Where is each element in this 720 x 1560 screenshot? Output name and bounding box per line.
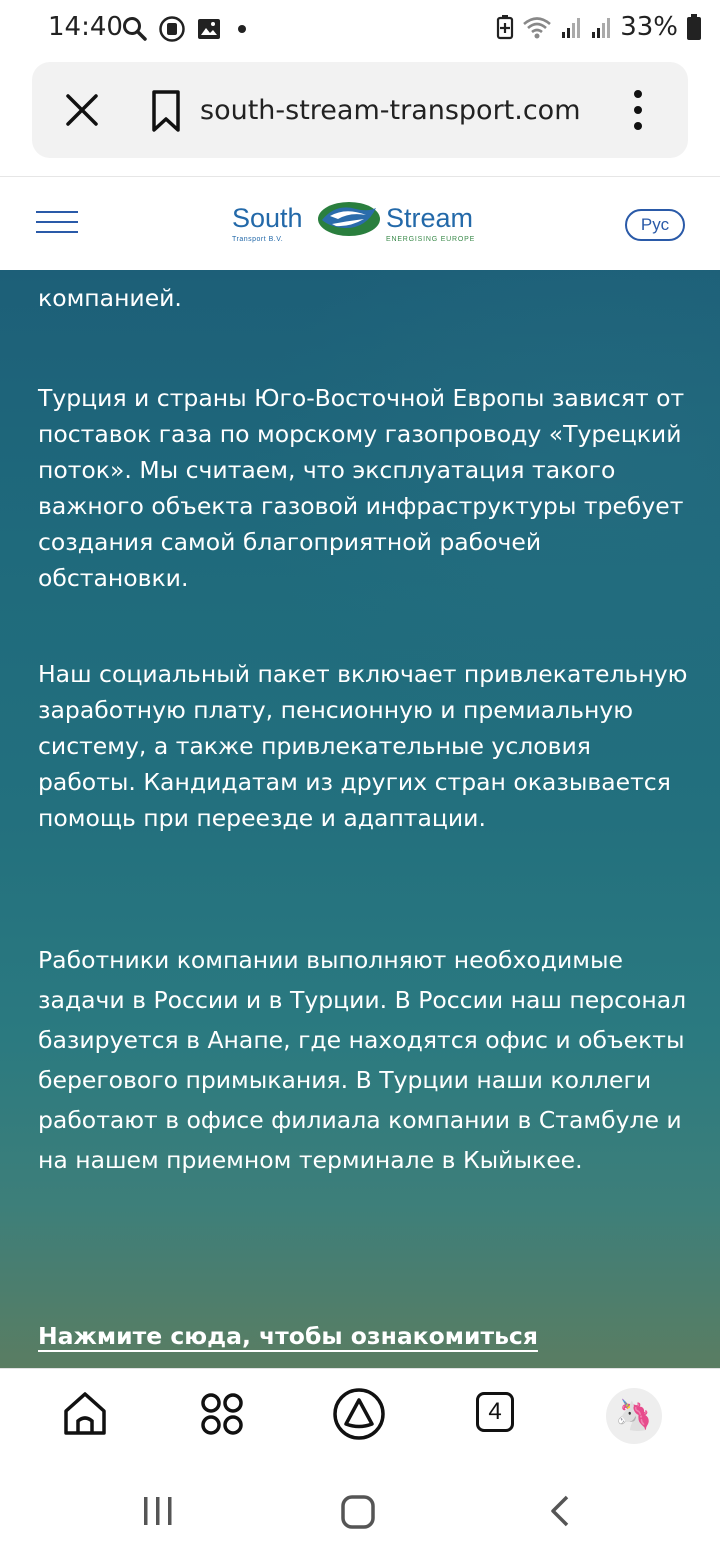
wifi-icon bbox=[522, 14, 552, 40]
battery-saver-icon bbox=[496, 14, 514, 40]
signal-icon bbox=[590, 14, 612, 40]
site-logo[interactable] bbox=[230, 199, 492, 249]
browser-toolbar bbox=[0, 1368, 720, 1467]
logo-subtitle-right: ENERGISING EUROPE bbox=[386, 236, 476, 243]
status-left-icons bbox=[122, 14, 252, 44]
address-bar[interactable] bbox=[32, 62, 688, 158]
tabs-icon[interactable]: 4 bbox=[476, 1392, 514, 1432]
profile-avatar-icon[interactable]: 🦄 bbox=[606, 1388, 662, 1444]
logo-emblem-icon bbox=[316, 199, 382, 239]
alice-assistant-icon[interactable] bbox=[332, 1387, 386, 1441]
system-nav-bar bbox=[0, 1466, 720, 1560]
paragraph: Наш социальный пакет включает привлекательную заработную плату, пенсионную и премиальную систему, а также привлекательные условия работы. Кандидатам из других стран оказывается помощь при переезде и адаптации. bbox=[38, 660, 688, 832]
search-icon bbox=[122, 16, 148, 42]
home-button-icon[interactable] bbox=[340, 1494, 376, 1530]
paragraph: Турция и страны Юго-Восточной Европы зависят от поставок газа по морскому газопроводу «Турецкий поток». Мы считаем, что эксплуатация такого важного объекта газовой инфраструктуры требует создания самой благоприятной рабочей обстановки. bbox=[38, 384, 685, 592]
hamburger-icon[interactable] bbox=[36, 211, 78, 239]
battery-icon bbox=[686, 13, 702, 41]
logo-word-south: South bbox=[232, 203, 303, 233]
dot-icon bbox=[232, 16, 252, 42]
language-button[interactable]: Рус bbox=[625, 209, 685, 241]
status-bar bbox=[0, 0, 720, 58]
home-icon[interactable] bbox=[60, 1389, 110, 1439]
content-area bbox=[0, 270, 720, 1368]
read-more-link[interactable]: Нажмите сюда, чтобы ознакомиться bbox=[38, 1322, 538, 1350]
recents-icon[interactable] bbox=[140, 1494, 176, 1528]
record-icon bbox=[158, 15, 186, 43]
status-right-icons bbox=[496, 12, 702, 42]
paragraph: компанией. bbox=[38, 284, 182, 312]
logo-subtitle-left: Transport B.V. bbox=[232, 236, 284, 243]
logo-word-stream: Stream bbox=[386, 203, 474, 233]
battery-percent: 33% bbox=[620, 12, 678, 42]
back-icon[interactable] bbox=[548, 1494, 572, 1528]
signal-icon bbox=[560, 14, 582, 40]
url-text[interactable]: south-stream-transport.com bbox=[200, 95, 581, 126]
site-header bbox=[0, 176, 720, 271]
close-icon[interactable] bbox=[60, 88, 104, 132]
status-time: 14:40 bbox=[48, 12, 123, 42]
bookmark-icon[interactable] bbox=[146, 88, 186, 134]
paragraph: Работники компании выполняют необходимые задачи в России и в Турции. В России наш персонал базируется в Анапе, где находятся офис и объекты берегового примыкания. В Турции наши коллеги работают в офисе филиала компании в Стамбуле и на нашем приемном терминале в Кыйыкее. bbox=[38, 946, 687, 1174]
kebab-menu-icon[interactable] bbox=[626, 86, 650, 134]
apps-grid-icon[interactable] bbox=[197, 1389, 247, 1439]
image-icon bbox=[196, 16, 222, 42]
